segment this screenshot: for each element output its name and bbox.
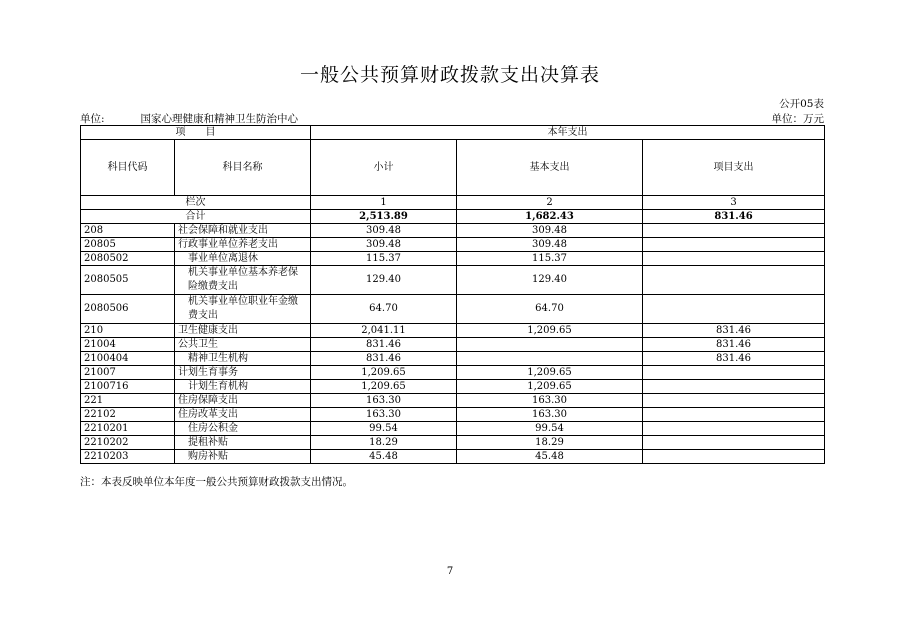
page-title: 一般公共预算财政拨款支出决算表 — [299, 64, 600, 86]
table-row — [81, 338, 825, 352]
row-project — [643, 422, 825, 436]
total-row — [81, 210, 825, 224]
unit-name: 国家心理健康和精神卫生防治中心 — [140, 113, 299, 125]
column-label: 栏次 — [81, 196, 311, 210]
row-subtotal: 1,209.65 — [311, 366, 457, 380]
table-row — [81, 295, 825, 324]
table-row — [81, 422, 825, 436]
total-subtotal: 2,513.89 — [311, 210, 457, 224]
row-subtotal: 115.37 — [311, 252, 457, 266]
table-row — [81, 408, 825, 422]
header-item: 项 目 — [81, 126, 311, 140]
header-name: 科目名称 — [175, 140, 311, 196]
table-row — [81, 266, 825, 295]
row-code: 2210203 — [81, 450, 175, 464]
header-row-2 — [81, 140, 825, 196]
row-code: 2210202 — [81, 436, 175, 450]
row-subtotal: 309.48 — [311, 224, 457, 238]
row-basic: 1,209.65 — [457, 380, 643, 394]
row-project — [643, 366, 825, 380]
total-basic: 1,682.43 — [457, 210, 643, 224]
row-subtotal: 2,041.11 — [311, 324, 457, 338]
table-row — [81, 436, 825, 450]
row-name: 事业单位离退休 — [175, 252, 311, 266]
table-body — [81, 224, 825, 464]
table-row — [81, 224, 825, 238]
row-name: 购房补贴 — [175, 450, 311, 464]
table-row — [81, 394, 825, 408]
table-row — [81, 252, 825, 266]
row-code: 21007 — [81, 366, 175, 380]
row-name: 社会保障和就业支出 — [175, 224, 311, 238]
row-code: 22102 — [81, 408, 175, 422]
row-project — [643, 266, 825, 295]
total-label: 合计 — [81, 210, 311, 224]
header-current-year: 本年支出 — [311, 126, 825, 140]
header-row-1 — [81, 126, 825, 140]
header-subtotal: 小计 — [311, 140, 457, 196]
row-basic: 99.54 — [457, 422, 643, 436]
row-project — [643, 380, 825, 394]
row-name: 精神卫生机构 — [175, 352, 311, 366]
header-code: 科目代码 — [81, 140, 175, 196]
row-basic: 309.48 — [457, 224, 643, 238]
currency-unit: 单位：万元 — [771, 113, 824, 125]
column-number-row — [81, 196, 825, 210]
row-name: 公共卫生 — [175, 338, 311, 352]
row-basic: 64.70 — [457, 295, 643, 324]
row-name: 机关事业单位基本养老保险缴费支出 — [175, 266, 311, 295]
row-name: 行政事业单位养老支出 — [175, 238, 311, 252]
unit-label: 单位: — [80, 113, 105, 125]
row-name: 卫生健康支出 — [175, 324, 311, 338]
table-row — [81, 238, 825, 252]
row-code: 2080506 — [81, 295, 175, 324]
row-basic: 115.37 — [457, 252, 643, 266]
row-subtotal: 831.46 — [311, 338, 457, 352]
row-name: 机关事业单位职业年金缴费支出 — [175, 295, 311, 324]
row-code: 210 — [81, 324, 175, 338]
row-subtotal: 309.48 — [311, 238, 457, 252]
row-subtotal: 129.40 — [311, 266, 457, 295]
budget-table — [80, 125, 825, 464]
column-number-3: 3 — [643, 196, 825, 210]
row-subtotal: 99.54 — [311, 422, 457, 436]
row-code: 221 — [81, 394, 175, 408]
footnote: 注：本表反映单位本年度一般公共预算财政拨款支出情况。 — [80, 476, 353, 488]
table-row — [81, 352, 825, 366]
unit-line — [80, 111, 298, 126]
row-project — [643, 238, 825, 252]
row-subtotal: 1,209.65 — [311, 380, 457, 394]
form-number: 公开05表 — [779, 98, 824, 110]
row-code: 2080505 — [81, 266, 175, 295]
row-basic: 129.40 — [457, 266, 643, 295]
row-subtotal: 163.30 — [311, 408, 457, 422]
table-row — [81, 366, 825, 380]
row-basic: 18.29 — [457, 436, 643, 450]
row-code: 2210201 — [81, 422, 175, 436]
row-subtotal: 18.29 — [311, 436, 457, 450]
row-project: 831.46 — [643, 324, 825, 338]
table-row — [81, 450, 825, 464]
column-number-1: 1 — [311, 196, 457, 210]
row-project: 831.46 — [643, 352, 825, 366]
row-basic — [457, 338, 643, 352]
column-number-2: 2 — [457, 196, 643, 210]
row-basic: 163.30 — [457, 394, 643, 408]
row-basic: 309.48 — [457, 238, 643, 252]
row-project: 831.46 — [643, 338, 825, 352]
row-subtotal: 831.46 — [311, 352, 457, 366]
row-project — [643, 450, 825, 464]
table-row — [81, 324, 825, 338]
row-project — [643, 408, 825, 422]
row-name: 住房公积金 — [175, 422, 311, 436]
row-project — [643, 436, 825, 450]
row-name: 提租补贴 — [175, 436, 311, 450]
row-project — [643, 394, 825, 408]
row-code: 2080502 — [81, 252, 175, 266]
row-basic: 1,209.65 — [457, 324, 643, 338]
row-name: 计划生育机构 — [175, 380, 311, 394]
row-name: 住房改革支出 — [175, 408, 311, 422]
row-name: 计划生育事务 — [175, 366, 311, 380]
row-basic: 1,209.65 — [457, 366, 643, 380]
row-basic: 45.48 — [457, 450, 643, 464]
row-project — [643, 295, 825, 324]
total-project: 831.46 — [643, 210, 825, 224]
table-row — [81, 380, 825, 394]
row-subtotal: 163.30 — [311, 394, 457, 408]
header-basic: 基本支出 — [457, 140, 643, 196]
row-subtotal: 64.70 — [311, 295, 457, 324]
row-project — [643, 252, 825, 266]
row-code: 20805 — [81, 238, 175, 252]
row-code: 208 — [81, 224, 175, 238]
row-code: 21004 — [81, 338, 175, 352]
header-project: 项目支出 — [643, 140, 825, 196]
page-number: 7 — [446, 566, 454, 577]
row-name: 住房保障支出 — [175, 394, 311, 408]
row-subtotal: 45.48 — [311, 450, 457, 464]
row-code: 2100404 — [81, 352, 175, 366]
row-basic — [457, 352, 643, 366]
row-project — [643, 224, 825, 238]
row-code: 2100716 — [81, 380, 175, 394]
row-basic: 163.30 — [457, 408, 643, 422]
